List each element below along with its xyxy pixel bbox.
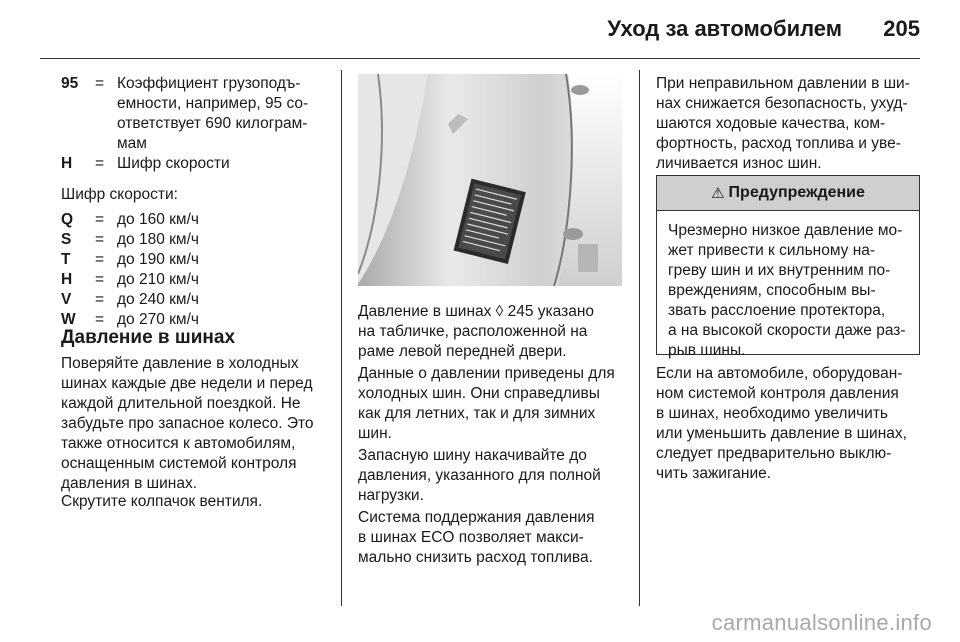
paragraph-cold-tyres: Данные о давлении приведены для холодных шин. Они справедливы как для летних, так и для зимних шин.	[358, 365, 615, 442]
speed-code-key: W	[61, 311, 76, 328]
speed-code-value: до 270 км/ч	[117, 311, 199, 328]
paragraph-valve-cap: Скрутите колпачок вентиля.	[61, 493, 263, 510]
speed-code-value: до 180 км/ч	[117, 231, 199, 248]
speed-code-value: до 190 км/ч	[117, 251, 199, 268]
definition-key: 95	[61, 75, 79, 92]
page-number: 205	[883, 16, 920, 41]
page-header	[0, 0, 960, 58]
page-title: Уход за автомобилем	[607, 16, 842, 41]
speed-code-equals: =	[95, 231, 105, 248]
definition-value: Коэффициент грузоподъ- емности, например, 95 со- ответствует 690 килограм- мам	[117, 75, 309, 152]
speed-code-value: до 240 км/ч	[117, 291, 199, 308]
paragraph-tpms-ignition: Если на автомобиле, оборудован- ном системой контроля давления в шинах, необходимо увеличить или уменьшить давление в шинах, следует предварительно выклю- чить зажигание.	[656, 365, 907, 482]
definition-key: H	[61, 155, 73, 172]
watermark: carmanualsonline.info	[711, 610, 932, 635]
speed-code-key: S	[61, 231, 72, 248]
speed-code-equals: =	[95, 211, 105, 228]
warning-body: Чрезмерно низкое давление мо- жет привести к сильному на- греву шин и их внутренним по- вреждениям, способным вы- звать расслоение протектора, а на высокой скорости даже раз- рыв шины.	[668, 222, 906, 359]
paragraph-check-pressure: Поверяйте давление в холодных шинах каждые две недели и перед каждой длительной поездкой. Не забудьте про запасное колесо. Это также относится к автомобилям, оснащенным системой контроля давления в шинах.	[61, 355, 314, 492]
speed-code-key: T	[61, 251, 71, 268]
definition-equals: =	[95, 155, 105, 172]
definition-equals: =	[95, 75, 105, 92]
speed-code-key: H	[61, 271, 73, 288]
door-pillar-label-photo	[358, 74, 622, 286]
section-heading: Давление в шинах	[61, 327, 236, 348]
speed-code-key: V	[61, 291, 72, 308]
warning-box	[656, 175, 920, 359]
speed-code-equals: =	[95, 271, 105, 288]
header-divider	[40, 58, 920, 59]
speed-code-equals: =	[95, 311, 105, 328]
warning-title: Предупреждение	[728, 184, 865, 201]
paragraph-eco-system: Система поддержания давления в шинах ECO позволяет макси- мально снизить расход топлива.	[358, 509, 595, 566]
paragraph-spare-tyre: Запасную шину накачивайте до давления, указанного для полной нагрузки.	[358, 447, 601, 504]
column-divider-2	[639, 70, 640, 606]
paragraph-wrong-pressure: При неправильном давлении в ши- нах снижается безопасность, ухуд- шаются ходовые качества, ком- фортность, расход топлива и уве- личивается износ шин.	[656, 75, 910, 172]
definition-value: Шифр скорости	[117, 155, 230, 172]
warning-header	[657, 176, 919, 211]
speed-code-equals: =	[95, 251, 105, 268]
column-divider-1	[341, 70, 342, 606]
speed-code-value: до 210 км/ч	[117, 271, 199, 288]
warning-triangle-icon: ⚠	[711, 185, 725, 202]
speed-intro: Шифр скорости:	[61, 186, 178, 203]
speed-code-equals: =	[95, 291, 105, 308]
paragraph-label-location: Давление в шинах ◊ 245 указано на табличке, расположенной на раме левой передней двери.	[358, 303, 595, 360]
speed-code-key: Q	[61, 211, 74, 228]
speed-code-value: до 160 км/ч	[117, 211, 199, 228]
